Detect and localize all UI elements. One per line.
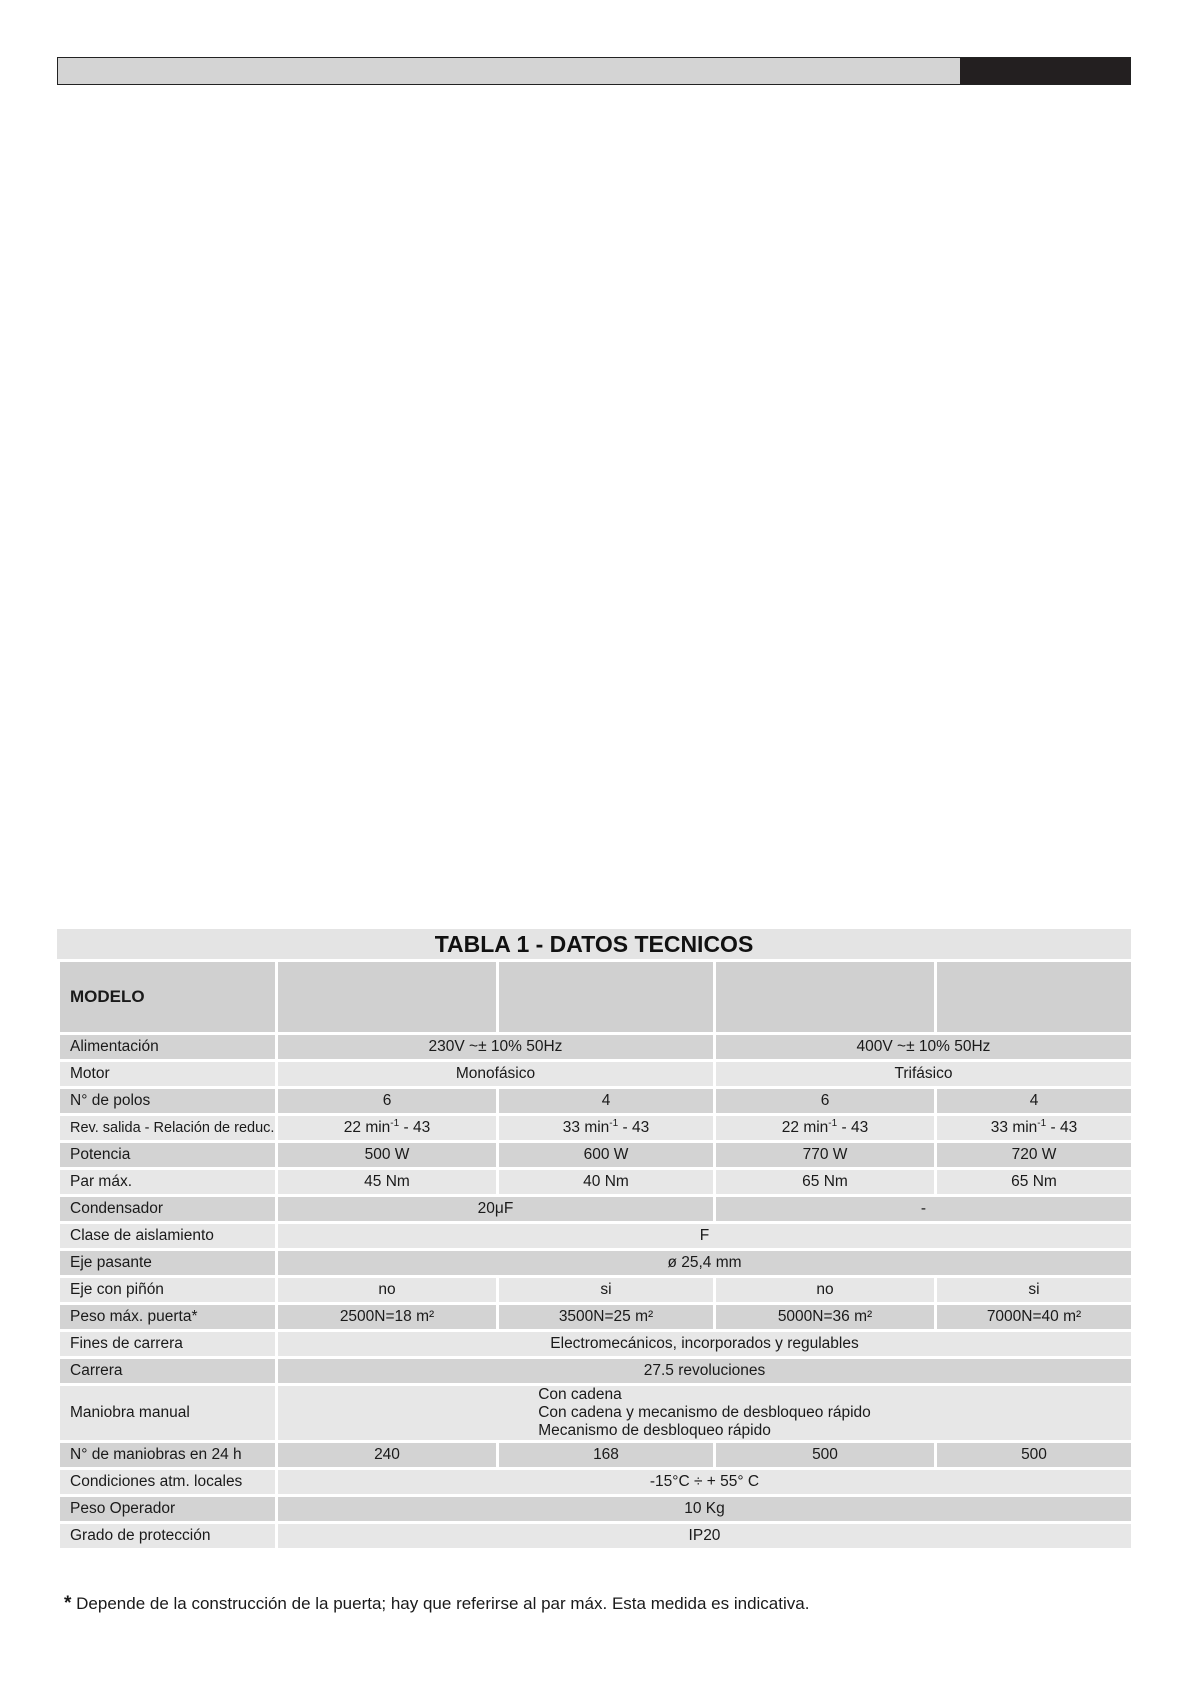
- row-label: Grado de protección: [59, 1523, 277, 1550]
- cell: 6: [715, 1088, 936, 1115]
- cell: 45 Nm: [277, 1169, 498, 1196]
- cell-all: F: [277, 1223, 1133, 1250]
- row-label: Carrera: [59, 1358, 277, 1385]
- row-par-max: [59, 1169, 1133, 1196]
- cell-all: ø 25,4 mm: [277, 1250, 1133, 1277]
- rev-exponent: -1: [390, 1118, 400, 1129]
- row-label: N° de polos: [59, 1088, 277, 1115]
- modelo-col-2: [498, 961, 715, 1034]
- cell: 500: [936, 1442, 1133, 1469]
- cell-all: 27.5 revoluciones: [277, 1358, 1133, 1385]
- cell: [277, 1115, 498, 1142]
- technical-data-table: [57, 929, 1131, 1551]
- cell-tri: -: [715, 1196, 1133, 1223]
- header-bar-dark-block: [960, 58, 1130, 84]
- cell-all: Electromecánicos, incorporados y regulables: [277, 1331, 1133, 1358]
- rev-exponent: -1: [609, 1118, 619, 1129]
- table-title: TABLA 1 - DATOS TECNICOS: [57, 929, 1131, 959]
- rev-ratio: - 43: [837, 1119, 869, 1136]
- rev-exponent: -1: [1037, 1118, 1047, 1129]
- rev-ratio: - 43: [618, 1119, 650, 1136]
- rev-ratio: - 43: [399, 1119, 431, 1136]
- row-aislamiento: [59, 1223, 1133, 1250]
- row-rev-salida: [59, 1115, 1133, 1142]
- page-header-bar: [57, 57, 1131, 85]
- row-label: Par máx.: [59, 1169, 277, 1196]
- cell: 600 W: [498, 1142, 715, 1169]
- row-eje-pinon: [59, 1277, 1133, 1304]
- cell: 240: [277, 1442, 498, 1469]
- row-potencia: [59, 1142, 1133, 1169]
- row-eje-pasante: [59, 1250, 1133, 1277]
- row-proteccion: [59, 1523, 1133, 1550]
- row-label: Peso Operador: [59, 1496, 277, 1523]
- rev-exponent: -1: [828, 1118, 838, 1129]
- maniobra-option: Con cadena y mecanismo de desbloqueo rápido: [538, 1404, 871, 1421]
- cell: [715, 1115, 936, 1142]
- modelo-label: MODELO: [59, 961, 277, 1034]
- cell: 5000N=36 m²: [715, 1304, 936, 1331]
- rev-value: 22 min: [343, 1119, 391, 1136]
- row-alimentacion: [59, 1034, 1133, 1061]
- cell: 65 Nm: [715, 1169, 936, 1196]
- table-footnote: [64, 1593, 809, 1615]
- modelo-col-4: [936, 961, 1133, 1034]
- row-condiciones: [59, 1469, 1133, 1496]
- cell-tri: Trifásico: [715, 1061, 1133, 1088]
- row-label: Alimentación: [59, 1034, 277, 1061]
- footnote-text: Depende de la construcción de la puerta; hay que referirse al par máx. Esta medida es indicativa.: [76, 1594, 810, 1613]
- cell: 4: [498, 1088, 715, 1115]
- row-label: Potencia: [59, 1142, 277, 1169]
- spec-table: [57, 959, 1134, 1551]
- row-label: Motor: [59, 1061, 277, 1088]
- row-label: Eje pasante: [59, 1250, 277, 1277]
- row-peso-operador: [59, 1496, 1133, 1523]
- cell: 500: [715, 1442, 936, 1469]
- row-label: Rev. salida - Relación de reduc.: [59, 1115, 277, 1142]
- row-maniobra-manual: [59, 1385, 1133, 1442]
- row-modelo: [59, 961, 1133, 1034]
- row-label: Maniobra manual: [59, 1385, 277, 1442]
- maniobra-options: [538, 1386, 871, 1440]
- footnote-marker: *: [64, 1593, 72, 1614]
- cell: 168: [498, 1442, 715, 1469]
- row-label: Fines de carrera: [59, 1331, 277, 1358]
- modelo-col-3: [715, 961, 936, 1034]
- cell: 6: [277, 1088, 498, 1115]
- cell: 65 Nm: [936, 1169, 1133, 1196]
- cell-mono: 230V ~± 10% 50Hz: [277, 1034, 715, 1061]
- cell: [498, 1115, 715, 1142]
- row-label: Clase de aislamiento: [59, 1223, 277, 1250]
- cell: 40 Nm: [498, 1169, 715, 1196]
- row-maniobras-24h: [59, 1442, 1133, 1469]
- cell-all: -15°C ÷ + 55° C: [277, 1469, 1133, 1496]
- rev-ratio: - 43: [1046, 1119, 1078, 1136]
- row-label: Condiciones atm. locales: [59, 1469, 277, 1496]
- cell: no: [715, 1277, 936, 1304]
- maniobra-option: Con cadena: [538, 1386, 622, 1403]
- row-fines-carrera: [59, 1331, 1133, 1358]
- row-peso-puerta: [59, 1304, 1133, 1331]
- cell-mono: Monofásico: [277, 1061, 715, 1088]
- rev-value: 33 min: [990, 1119, 1038, 1136]
- modelo-col-1: [277, 961, 498, 1034]
- cell: 4: [936, 1088, 1133, 1115]
- cell: si: [498, 1277, 715, 1304]
- row-motor: [59, 1061, 1133, 1088]
- row-carrera: [59, 1358, 1133, 1385]
- cell: 720 W: [936, 1142, 1133, 1169]
- row-label: Peso máx. puerta*: [59, 1304, 277, 1331]
- rev-value: 22 min: [781, 1119, 829, 1136]
- cell-all: [277, 1385, 1133, 1442]
- cell-tri: 400V ~± 10% 50Hz: [715, 1034, 1133, 1061]
- cell: 7000N=40 m²: [936, 1304, 1133, 1331]
- cell: no: [277, 1277, 498, 1304]
- row-condensador: [59, 1196, 1133, 1223]
- row-label: Eje con piñón: [59, 1277, 277, 1304]
- cell: si: [936, 1277, 1133, 1304]
- rev-value: 33 min: [562, 1119, 610, 1136]
- cell: 500 W: [277, 1142, 498, 1169]
- cell: 770 W: [715, 1142, 936, 1169]
- cell: 3500N=25 m²: [498, 1304, 715, 1331]
- cell-all: 10 Kg: [277, 1496, 1133, 1523]
- cell-all: IP20: [277, 1523, 1133, 1550]
- row-polos: [59, 1088, 1133, 1115]
- row-label: Condensador: [59, 1196, 277, 1223]
- row-label: N° de maniobras en 24 h: [59, 1442, 277, 1469]
- cell: [936, 1115, 1133, 1142]
- maniobra-option: Mecanismo de desbloqueo rápido: [538, 1422, 771, 1439]
- cell: 2500N=18 m²: [277, 1304, 498, 1331]
- cell-mono: 20μF: [277, 1196, 715, 1223]
